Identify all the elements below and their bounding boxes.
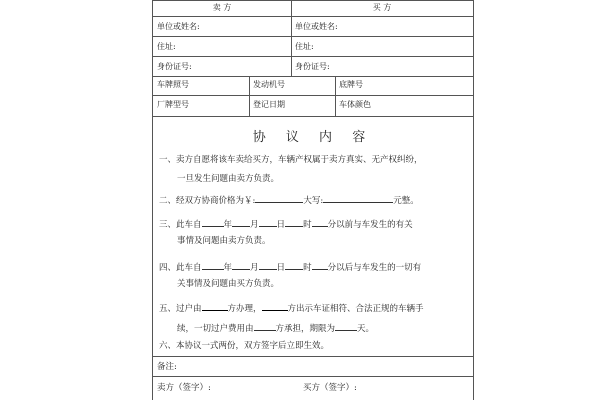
buyer-signature[interactable]: 买方（签字）: [303,383,357,393]
buyer-name-field[interactable]: 单位或姓名: [295,22,338,31]
color-field[interactable]: 车体颜色 [339,100,371,109]
seller-id-field[interactable]: 身份证号: [157,62,192,71]
clause-4-line-1 [159,260,469,274]
clause-4-line-2: 关事情及问题由买方负责。 [177,279,280,289]
price-number-blank[interactable] [255,193,303,203]
transfer-party-blank[interactable] [202,301,228,311]
clause-4-prefix: 四、此车自 [159,263,202,273]
month-label: 月 [250,263,259,273]
rule [153,356,473,357]
day-label: 日 [276,263,286,273]
seller-signature[interactable]: 卖方（签字）: [157,383,211,393]
hour-label: 时 [303,263,312,273]
document-party-blank[interactable] [262,301,288,311]
clause-5-period-label: 方承担，期限为 [275,324,336,334]
fee-party-blank[interactable] [254,321,276,331]
clause-3-line-1 [159,217,469,231]
notes-field[interactable]: 备注: [157,362,177,372]
rule [153,95,473,96]
rule [153,376,473,377]
divider [249,76,250,116]
days-blank[interactable] [335,321,357,331]
clause-3-prefix: 三、此车自 [159,220,202,230]
clause-5-tail: 方出示车证相符、合法正规的车辆手 [287,304,424,314]
year-blank[interactable] [202,217,224,227]
divider [335,76,336,116]
clause-5-fee-label: 续，一切过户费用由 [177,324,254,334]
minute-blank[interactable] [312,260,328,270]
clause-1-line-2: 一旦发生问题由卖方负责。 [177,174,280,184]
seller-address-field[interactable]: 住址: [157,42,176,51]
rule [153,16,473,17]
rule [153,36,473,37]
contract-sheet [152,0,474,400]
day-blank[interactable] [259,260,277,270]
clause-5-handle: 方办理， [227,304,262,314]
model-field[interactable]: 厂牌型号 [157,100,189,109]
clause-2 [159,193,469,207]
reg-date-field[interactable]: 登记日期 [253,100,285,109]
seller-name-field[interactable]: 单位或姓名: [157,22,200,31]
clause-5-prefix: 五、过户由 [159,304,202,314]
month-label: 月 [250,220,259,230]
clause-2-words-label: 大写: [303,196,324,206]
hour-label: 时 [303,220,312,230]
buyer-address-field[interactable]: 住址: [295,42,314,51]
buyer-id-field[interactable]: 身份证号: [295,62,330,71]
clause-3-line-2: 事情及问题由卖方负责。 [177,236,271,246]
year-blank[interactable] [202,260,224,270]
clause-5-days-suffix: 天。 [357,324,375,334]
clause-6: 六、本协议一式两份，双方签字后立即生效。 [159,341,330,351]
day-blank[interactable] [259,217,277,227]
month-blank[interactable] [232,217,250,227]
engine-field[interactable]: 发动机号 [253,80,285,89]
rule [153,76,473,77]
day-label: 日 [276,220,286,230]
clause-5-line-2 [159,321,487,335]
clause-5-line-1 [159,301,469,315]
agreement-title: 协 议 内 容 [252,130,374,145]
minute-blank[interactable] [312,217,328,227]
year-label: 年 [223,263,233,273]
rule [153,56,473,57]
clause-4-tail: 分以后与车发生的一切有 [327,263,422,273]
year-label: 年 [223,220,233,230]
plate-field[interactable]: 车牌照号 [157,80,189,89]
clause-3-tail: 分以前与车发生的有关 [327,220,413,230]
hour-blank[interactable] [285,260,303,270]
clause-1-line-1: 一、卖方自愿将该车卖给买方，车辆产权属于卖方真实、无产权纠纷， [159,155,423,165]
price-words-blank[interactable] [323,193,393,203]
buyer-header: 买 方 [372,3,392,12]
seller-header: 卖 方 [212,3,232,12]
rule [153,116,473,117]
clause-2-suffix: 元整。 [393,196,419,206]
clause-2-price-label: 二、经双方协商价格为￥: [159,196,256,206]
rule [153,0,473,1]
hour-blank[interactable] [285,217,303,227]
chassis-field[interactable]: 底牌号 [339,80,363,89]
month-blank[interactable] [232,260,250,270]
